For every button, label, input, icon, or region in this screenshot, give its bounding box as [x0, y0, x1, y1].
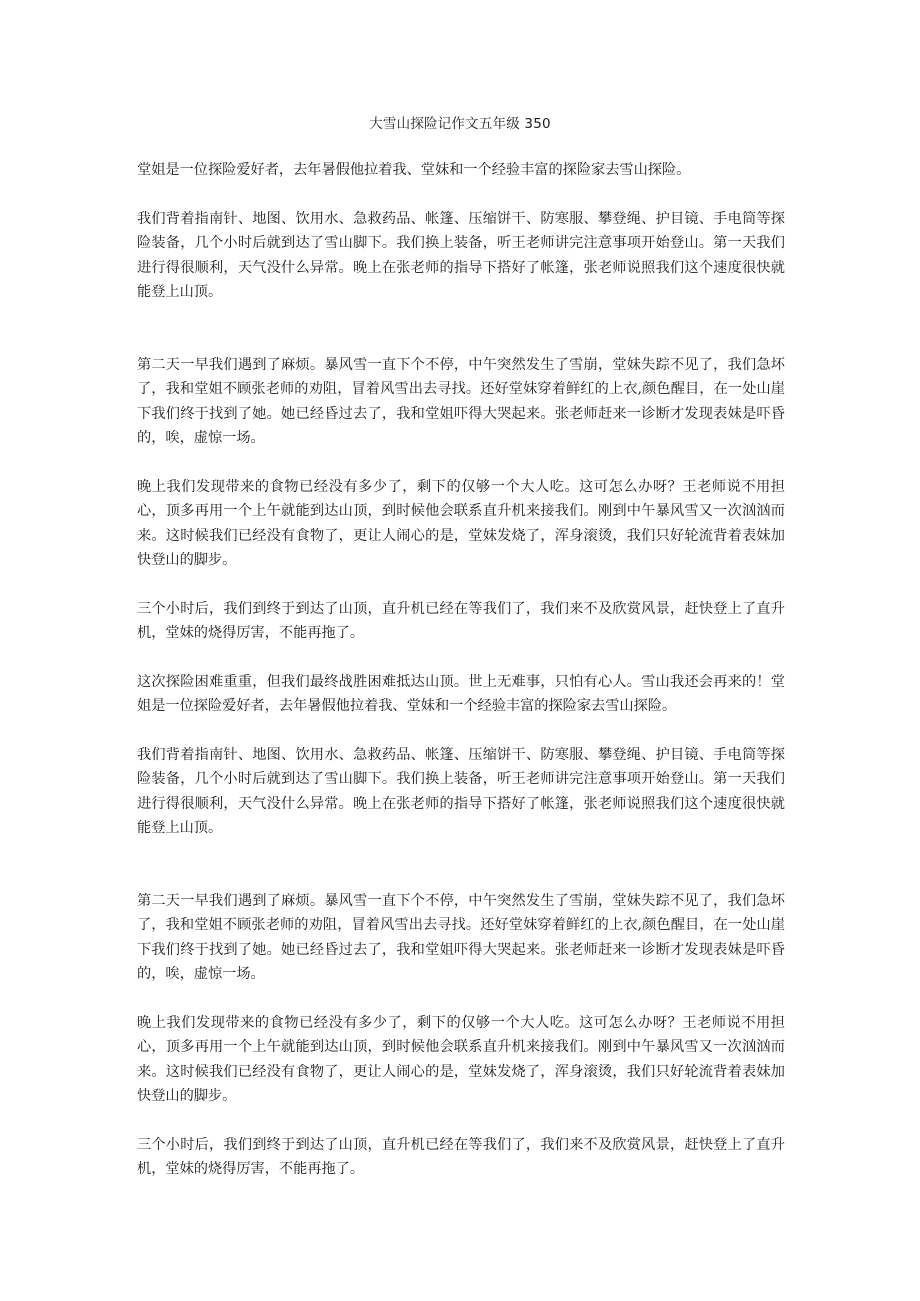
paragraph: 晚上我们发现带来的食物已经没有多少了，剩下的仅够一个大人吃。这可怎么办呀？王老师说不用担心，顶多再用一个上午就能到达山顶，到时候他会联系直升机来接我们。刚到中午暴风雪又一次汹汹而来。这时候我们已经没有食物了，更让人闹心的是，堂妹发烧了，浑身滚烫，我们只好轮流背着表妹加快登山的脚步。 [137, 1014, 785, 1104]
paragraph: 第二天一早我们遇到了麻烦。暴风雪一直下个不停，中午突然发生了雪崩，堂妹失踪不见了，我们急坏了，我和堂姐不顾张老师的劝阻，冒着风雪出去寻找。还好堂妹穿着鲜红的上衣,颜色醒目，在一处山崖下我们终于找到了她。她已经昏过去了，我和堂姐吓得大哭起来。张老师赶来一诊断才发现表妹是吓昏的，唉，虚惊一场。 [137, 892, 785, 982]
paragraph: 这次探险困难重重，但我们最终战胜困难抵达山顶。世上无难事，只怕有心人。雪山我还会再来的！堂姐是一位探险爱好者，去年暑假他拉着我、堂妹和一个经验丰富的探险家去雪山探险。 [137, 673, 785, 714]
paragraph: 我们背着指南针、地图、饮用水、急救药品、帐篷、压缩饼干、防寒服、攀登绳、护目镜、手电筒等探险装备，几个小时后就到达了雪山脚下。我们换上装备，听王老师讲完注意事项开始登山。第一天我们进行得很顺利，天气没什么异常。晚上在张老师的指导下搭好了帐篷，张老师说照我们这个速度很快就能登上山顶。 [137, 746, 785, 836]
paragraph: 晚上我们发现带来的食物已经没有多少了，剩下的仅够一个大人吃。这可怎么办呀？王老师说不用担心，顶多再用一个上午就能到达山顶，到时候他会联系直升机来接我们。刚到中午暴风雪又一次汹汹而来。这时候我们已经没有食物了，更让人闹心的是，堂妹发烧了，浑身滚烫，我们只好轮流背着表妹加快登山的脚步。 [137, 478, 785, 568]
paragraph: 我们背着指南针、地图、饮用水、急救药品、帐篷、压缩饼干、防寒服、攀登绳、护目镜、手电筒等探险装备，几个小时后就到达了雪山脚下。我们换上装备，听王老师讲完注意事项开始登山。第一天我们进行得很顺利，天气没什么异常。晚上在张老师的指导下搭好了帐篷，张老师说照我们这个速度很快就能登上山顶。 [137, 210, 785, 300]
paragraph: 三个小时后，我们到终于到达了山顶，直升机已经在等我们了，我们来不及欣赏风景，赶快登上了直升机，堂妹的烧得厉害，不能再拖了。 [137, 600, 785, 641]
document-title: 大雪山探险记作文五年级 350 [369, 116, 551, 132]
paragraph: 三个小时后，我们到终于到达了山顶，直升机已经在等我们了，我们来不及欣赏风景，赶快登上了直升机，堂妹的烧得厉害，不能再拖了。 [137, 1136, 785, 1177]
paragraph: 堂姐是一位探险爱好者，去年暑假他拉着我、堂妹和一个经验丰富的探险家去雪山探险。 [137, 162, 691, 178]
paragraph: 第二天一早我们遇到了麻烦。暴风雪一直下个不停，中午突然发生了雪崩，堂妹失踪不见了，我们急坏了，我和堂姐不顾张老师的劝阻，冒着风雪出去寻找。还好堂妹穿着鲜红的上衣,颜色醒目，在一处山崖下我们终于找到了她。她已经昏过去了，我和堂姐吓得大哭起来。张老师赶来一诊断才发现表妹是吓昏的，唉，虚惊一场。 [137, 356, 785, 446]
document-body [137, 158, 785, 1206]
